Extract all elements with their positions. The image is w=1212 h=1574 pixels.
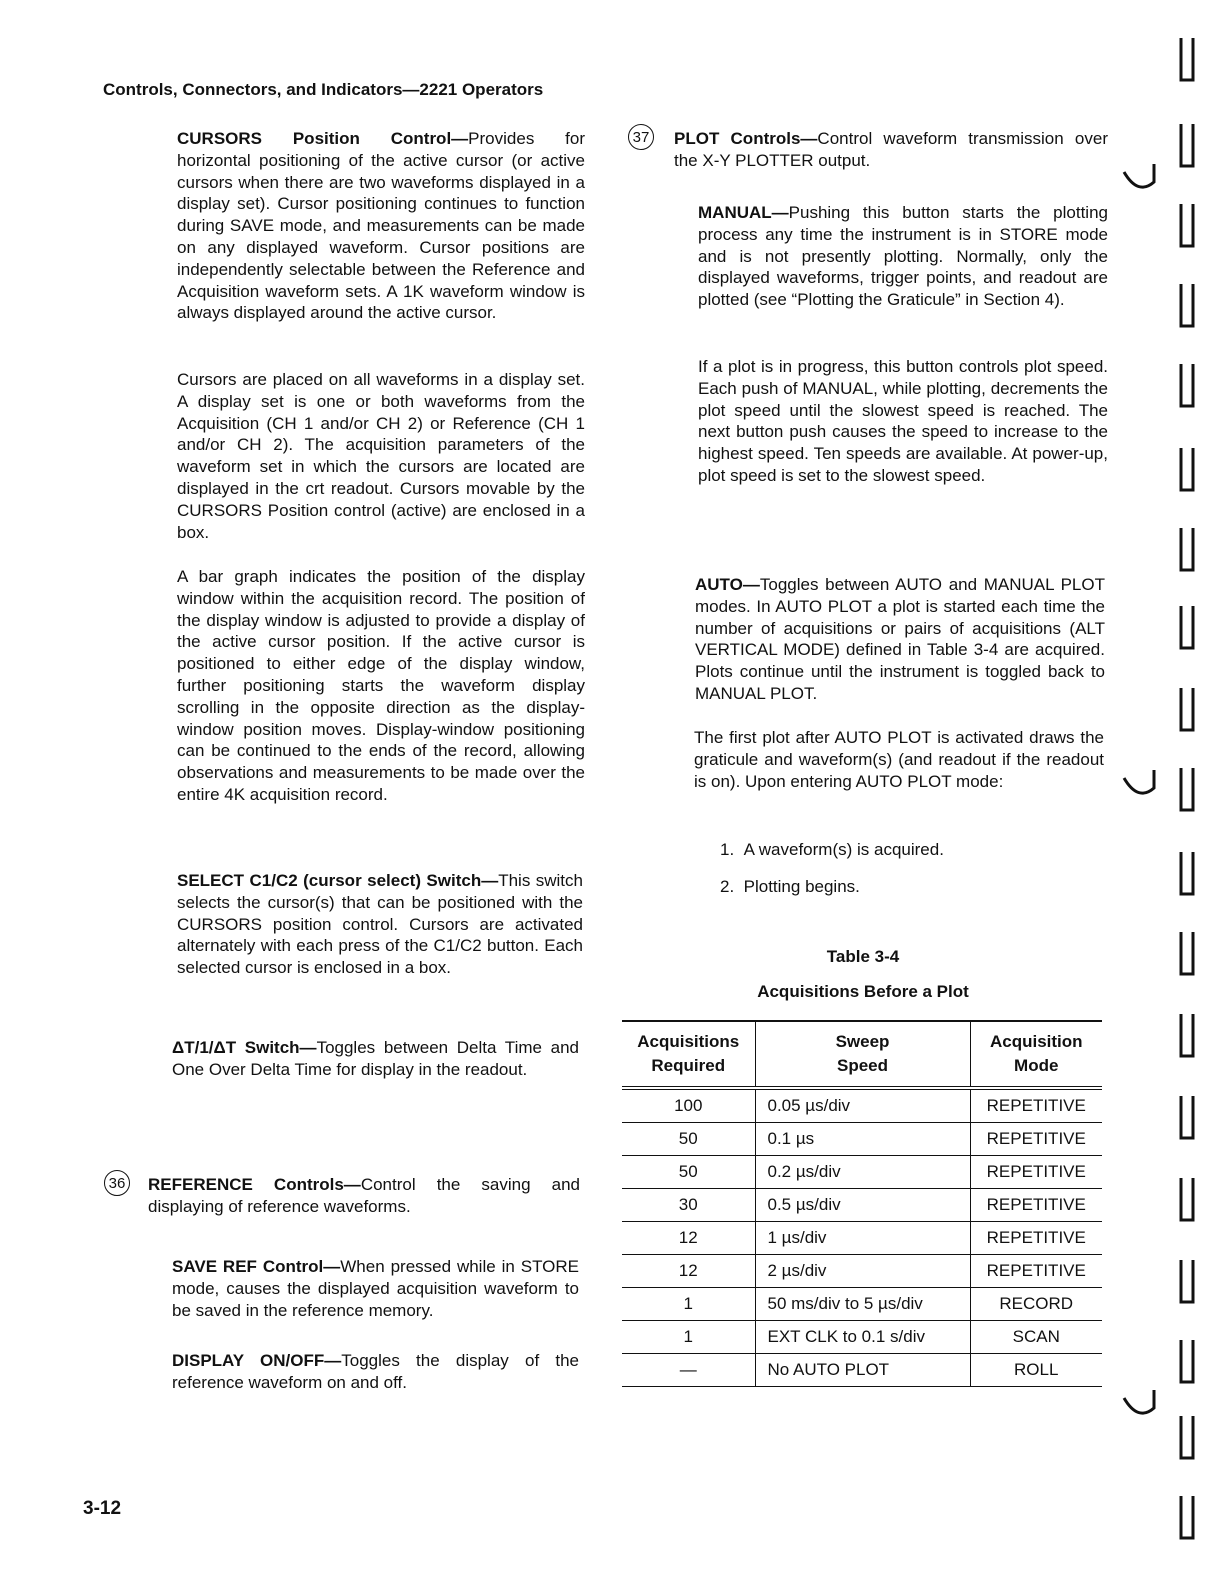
cursors-position-text: Provides for horizontal positioning of the active cursor (or active cursors when there are two waveforms displayed in a display set). Cursor positioning continues to function during SAVE mode, and measurements can be made on any displayed waveform. Cursor positions are independently selectable between the Reference and Acquisition waveform sets. A 1K waveform window is always displayed around the active cursor. (177, 129, 585, 323)
table-row: 50 0.1 µs REPETITIVE (622, 1123, 1102, 1156)
plot-controls-section (674, 128, 1108, 172)
reference-controls-section (148, 1174, 580, 1218)
table-number: Table 3-4 (826, 947, 900, 966)
select-switch-section (177, 870, 583, 979)
delta-time-text: Toggles between Delta Time and One Over Delta Time for display in the readout. (172, 1038, 579, 1079)
header-sweep-speed: Sweep Speed (755, 1021, 970, 1088)
auto-paragraph-2: The first plot after AUTO PLOT is activated draws the graticule and waveform(s) (and readout if the readout is on). Upon entering AUTO PLOT mode: (694, 728, 1104, 791)
plot-number: 37 (628, 124, 654, 150)
binder-hole-icon (1120, 160, 1160, 205)
reference-controls-text: Control the saving and displaying of reference waveforms. (148, 1175, 580, 1216)
manual-paragraph-2: If a plot is in progress, this button controls plot speed. Each push of MANUAL, while plotting, decrements the plot speed until the slowest speed is reached. The next button push causes the speed to increase to the highest speed. Ten speeds are available. At power-up, plot speed is set to the slowest speed. (698, 357, 1108, 485)
display-onoff-label: DISPLAY ON/OFF— (172, 1351, 342, 1370)
table-row: 12 2 µs/div REPETITIVE (622, 1255, 1102, 1288)
manual-label: MANUAL— (698, 203, 789, 222)
auto-section (695, 574, 1105, 705)
select-switch-label: SELECT C1/C2 (cursor select) Switch— (177, 871, 499, 890)
table-row: 12 1 µs/div REPETITIVE (622, 1222, 1102, 1255)
plot-number-circle (628, 124, 654, 150)
binder-tab-icon (1178, 850, 1196, 898)
reference-controls-label: REFERENCE Controls— (148, 1175, 361, 1194)
binder-tab-icon (1178, 526, 1196, 574)
plot-controls-text: Control waveform transmission over the X-Y PLOTTER output. (674, 129, 1108, 170)
display-onoff-section (172, 1350, 579, 1394)
plot-controls-label: PLOT Controls— (674, 129, 818, 148)
binder-tab-icon (1178, 1494, 1196, 1542)
cursors-paragraph-3: A bar graph indicates the position of the display window within the acquisition record. The position of the display window is adjusted to provide a display of the active cursor position. If the active cursor is positioned to either edge of the display window, further positioning starts the waveform display scrolling in the opposite direction as the display-window position moves. Display-window positioning can be continued to the ends of the record, allowing observations and measurements to be made over the entire 4K acquisition record. (177, 567, 585, 804)
select-switch-text: This switch selects the cursor(s) that can be positioned with the CURSORS position control. Cursors are activated alternately with each press of the C1/C2 button. Each selected cursor is enclosed in a box. (177, 871, 583, 978)
binder-tab-icon (1178, 282, 1196, 330)
acquisitions-table (622, 1020, 1102, 1387)
auto-label: AUTO— (695, 575, 760, 594)
binder-tab-icon (1178, 1176, 1196, 1224)
step-1-number: 1. (720, 840, 735, 859)
step-2-number: 2. (720, 877, 735, 896)
cursors-position-section (177, 128, 585, 324)
manual-section (698, 202, 1108, 311)
binder-tab-icon (1178, 1094, 1196, 1142)
save-ref-text: When pressed while in STORE mode, causes the displayed acquisition waveform to be saved in the reference memory. (172, 1257, 579, 1320)
delta-time-section (172, 1037, 579, 1081)
running-header: Controls, Connectors, and Indicators—2221 Operators (103, 80, 544, 99)
table-row: 100 0.05 µs/div REPETITIVE (622, 1088, 1102, 1123)
auto-text: Toggles between AUTO and MANUAL PLOT modes. In AUTO PLOT a plot is started each time the number of acquisitions or pairs of acquisitions (ALT VERTICAL MODE) defined in Table 3-4 are acquired. Plots continue until the instrument is toggled back to MANUAL PLOT. (695, 575, 1105, 703)
binder-tab-icon (1178, 1012, 1196, 1060)
step-1 (720, 839, 1100, 861)
binder-tab-icon (1178, 766, 1196, 814)
header-acquisition-mode: Acquisition Mode (970, 1021, 1102, 1088)
display-onoff-text: Toggles the display of the reference waveform on and off. (172, 1351, 579, 1392)
table-title: Acquisitions Before a Plot (757, 982, 969, 1001)
binder-tab-icon (1178, 604, 1196, 652)
manual-text: Pushing this button starts the plotting process any time the instrument is in STORE mode and is not presently plotting. Normally, only the displayed waveforms, trigger points, and readout are plotted (see “Plotting the Graticule” in Section 4). (698, 203, 1108, 310)
binder-tab-icon (1178, 202, 1196, 250)
binder-hole-icon (1120, 1386, 1160, 1431)
cursors-position-label: CURSORS Position Control— (177, 129, 469, 148)
table-row: 30 0.5 µs/div REPETITIVE (622, 1189, 1102, 1222)
binder-tab-icon (1178, 362, 1196, 410)
binder-hole-icon (1120, 766, 1160, 811)
table-row: 1 EXT CLK to 0.1 s/div SCAN (622, 1321, 1102, 1354)
table-header-row (622, 1021, 1102, 1088)
table-row: — No AUTO PLOT ROLL (622, 1354, 1102, 1387)
step-1-text: A waveform(s) is acquired. (743, 840, 944, 859)
cursors-paragraph-2: Cursors are placed on all waveforms in a display set. A display set is one or both waveforms from the Acquisition (CH 1 and/or CH 2) or Reference (CH 1 and/or CH 2). The acquisition parameters of the waveform set in which the cursors are located are displayed in the crt readout. Cursors movable by the CURSORS Position control (active) are enclosed in a box. (177, 370, 585, 542)
step-2 (720, 876, 1100, 898)
save-ref-label: SAVE REF Control— (172, 1257, 341, 1276)
binder-tab-icon (1178, 686, 1196, 734)
table-row: 50 0.2 µs/div REPETITIVE (622, 1156, 1102, 1189)
binder-tab-icon (1178, 930, 1196, 978)
binder-tab-icon (1178, 446, 1196, 494)
page-number: 3-12 (83, 1498, 122, 1519)
binder-tab-icon (1178, 1338, 1196, 1386)
save-ref-section (172, 1256, 579, 1321)
binder-tab-icon (1178, 1414, 1196, 1462)
delta-time-label: ΔT/1/ΔT Switch— (172, 1038, 317, 1057)
binder-tab-icon (1178, 36, 1196, 84)
reference-number-circle (104, 1170, 130, 1196)
reference-number: 36 (104, 1170, 130, 1196)
binder-tab-icon (1178, 122, 1196, 170)
binder-tab-icon (1178, 1258, 1196, 1306)
header-acquisitions: Acquisitions Required (622, 1021, 755, 1088)
step-2-text: Plotting begins. (743, 877, 860, 896)
table-row: 1 50 ms/div to 5 µs/div RECORD (622, 1288, 1102, 1321)
